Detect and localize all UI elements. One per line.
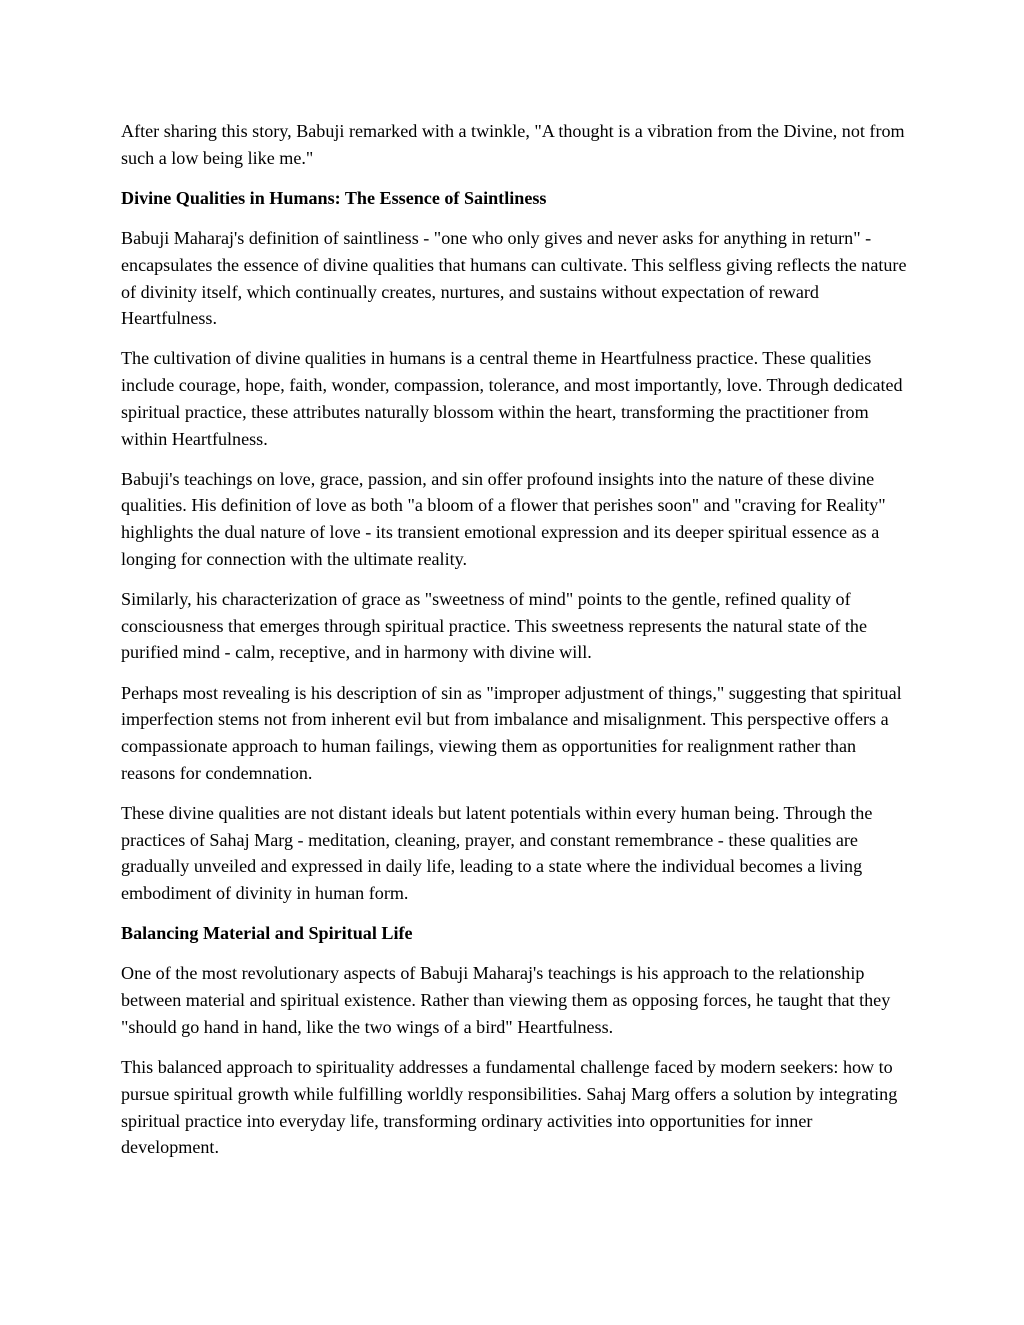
paragraph-grace-sweetness: Similarly, his characterization of grace as "sweetness of mind" points to the gentle, refined quality of consciousness that emerges through spiritual practice. This sweetness represents the natural state of the purified mind - calm, receptive, and in harmony with divine will. xyxy=(121,589,867,663)
paragraph-balanced-approach: This balanced approach to spirituality addresses a fundamental challenge faced by modern seekers: how to pursue spiritual growth while fulfilling worldly responsibilities. Sahaj Marg offers a solution by integrating spiritual practice into everyday life, transforming ordinary activities into opportunities for inner development. xyxy=(121,1057,898,1158)
paragraph-material-spiritual: One of the most revolutionary aspects of Babuji Maharaj's teachings is his approach to the relationship between material and spiritual existence. Rather than viewing them as opposing forces, he taught that they "should go hand in hand, like the two wings of a bird" Heartfulness. xyxy=(121,963,891,1037)
paragraph-story-remark: After sharing this story, Babuji remarked with a twinkle, "A thought is a vibration from the Divine, not from such a low being like me." xyxy=(121,121,905,168)
heading-balancing-life: Balancing Material and Spiritual Life xyxy=(121,923,413,944)
paragraph-sin-description: Perhaps most revealing is his description of sin as "improper adjustment of things," suggesting that spiritual imperfection stems not from inherent evil but from imbalance and misalignment. This perspective offers a compassionate approach to human failings, viewing them as opportunities for realignment rather than reasons for condemnation. xyxy=(121,682,902,783)
paragraph-latent-potentials: These divine qualities are not distant ideals but latent potentials within every human being. Through the practices of Sahaj Marg - meditation, cleaning, prayer, and constant remembrance - these qualities are gradually unveiled and expressed in daily life, leading to a state where the individual becomes a living embodiment of divinity in human form. xyxy=(121,802,873,904)
paragraph-saintliness-definition: Babuji Maharaj's definition of saintliness - "one who only gives and never asks for anything in return" - encapsulates the essence of divine qualities that humans can cultivate. This selfless giving reflects the nature of divinity itself, which continually creates, nurtures, and sustains without expectation of reward Heartfulness. xyxy=(121,228,907,329)
paragraph-cultivation-qualities: The cultivation of divine qualities in humans is a central theme in Heartfulness practice. These qualities include courage, hope, faith, wonder, compassion, tolerance, and most importantly, love. Through dedicated spiritual practice, these attributes naturally blossom within the heart, transforming the practitioner from within Heartfulness. xyxy=(121,348,903,449)
heading-divine-qualities: Divine Qualities in Humans: The Essence of Saintliness xyxy=(121,187,547,208)
document-page xyxy=(121,118,911,1174)
paragraph-love-grace-teachings: Babuji's teachings on love, grace, passion, and sin offer profound insights into the nature of these divine qualities. His definition of love as both "a bloom of a flower that perishes soon" and "craving for Reality" highlights the dual nature of love - its transient emotional expression and its deeper spiritual essence as a longing for connection with the ultimate reality. xyxy=(121,468,886,569)
